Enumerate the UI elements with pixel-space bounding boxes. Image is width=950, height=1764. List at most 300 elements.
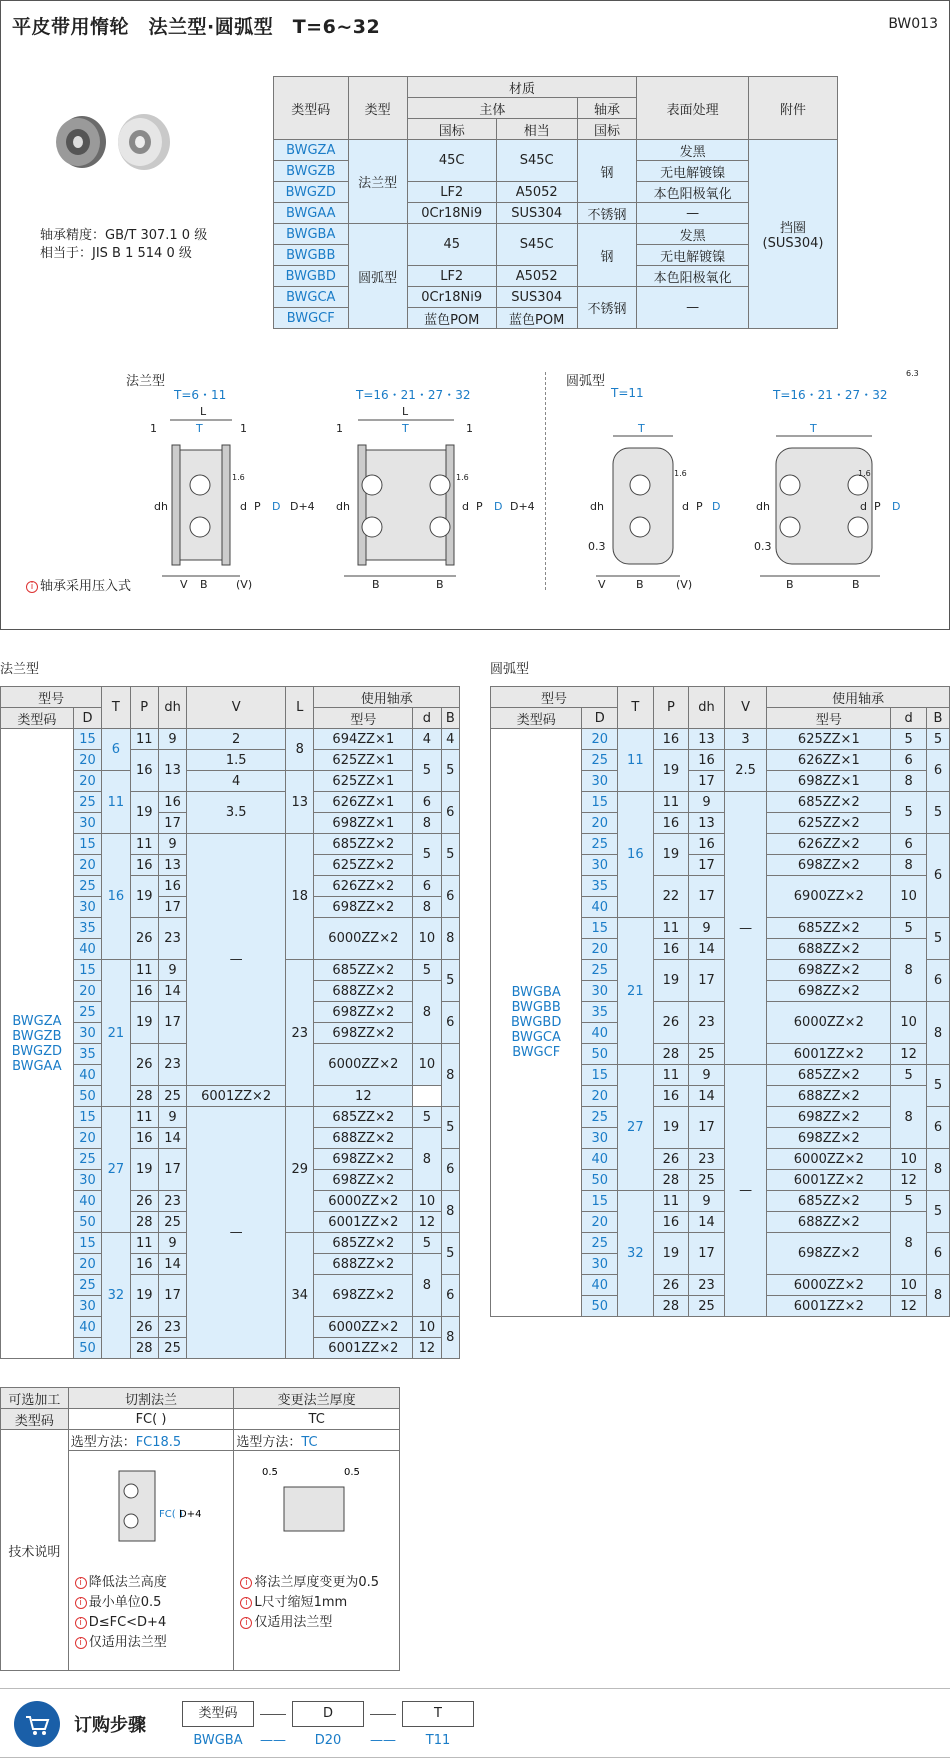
table-cell: — [637, 203, 749, 224]
table-cell: 50 [582, 1296, 618, 1317]
table-cell: 20 [582, 1212, 618, 1233]
table-cell: 8 [926, 1275, 949, 1317]
table-cell: 698ZZ×2 [314, 1275, 413, 1317]
table-cell: 685ZZ×2 [314, 1233, 413, 1254]
table-cell: BWGAA [274, 203, 349, 224]
order-title: 订购步骤 [74, 1715, 146, 1736]
table-cell: 国标 [407, 119, 496, 140]
table-cell: LF2 [407, 182, 496, 203]
table-cell: 40 [582, 1149, 618, 1170]
table-cell: 8 [891, 771, 927, 792]
table-cell: 50 [582, 1170, 618, 1191]
table-cell: 698ZZ×2 [767, 1233, 891, 1275]
arc-type-codes: BWGBA BWGBB BWGBD BWGCA BWGCF [491, 729, 582, 1317]
dim-D4: D [892, 500, 901, 513]
table-cell: 694ZZ×1 [314, 729, 413, 750]
table-cell: 4 [187, 771, 286, 792]
table-cell: 4 [413, 729, 441, 750]
table-cell: 11 [653, 918, 689, 939]
table-cell: 6000ZZ×2 [314, 918, 413, 960]
table-cell: — [187, 834, 286, 1086]
table-cell: 28 [130, 1338, 158, 1359]
table-cell: 20 [73, 771, 101, 792]
dim-P3: P [696, 500, 703, 513]
table-cell: V [724, 687, 766, 729]
table-cell: BWGZD [274, 182, 349, 203]
table-cell: 685ZZ×2 [314, 960, 413, 981]
table-cell: 6001ZZ×2 [314, 1212, 413, 1233]
table-cell: 9 [158, 1107, 186, 1128]
table-cell: 8 [891, 1212, 927, 1275]
table-cell: 17 [689, 771, 725, 792]
table-cell: 19 [130, 876, 158, 918]
dim-V1: V [180, 578, 188, 590]
table-cell: 6000ZZ×2 [767, 1275, 891, 1296]
table-cell: 11 [130, 1107, 158, 1128]
table-cell: 15 [582, 918, 618, 939]
table-cell: 使用轴承 [314, 687, 460, 708]
table-cell: 26 [653, 1275, 689, 1296]
table-cell: 10 [413, 918, 441, 960]
table-cell: 16 [653, 1212, 689, 1233]
table-cell: 14 [158, 981, 186, 1002]
table-cell: 型号 [767, 708, 891, 729]
table-cell: 23 [689, 1275, 725, 1296]
table-cell: 6 [926, 960, 949, 1002]
table-cell: 23 [689, 1002, 725, 1044]
table-cell: 2 [187, 729, 286, 750]
table-cell: P [130, 687, 158, 729]
svg-text:D+4: D+4 [178, 1509, 202, 1520]
bearing-note: i 轴承采用压入式 [26, 575, 131, 594]
table-cell: 13 [689, 729, 725, 750]
table-cell: 625ZZ×1 [314, 750, 413, 771]
table-cell: 25 [73, 876, 101, 897]
table-cell: 20 [73, 855, 101, 876]
dim-L2: L [402, 405, 409, 418]
table-cell: 15 [73, 960, 101, 981]
table-cell: 19 [130, 1275, 158, 1317]
table-cell: 16 [653, 729, 689, 750]
table-cell: 17 [689, 855, 725, 876]
table-cell: 27 [102, 1107, 130, 1233]
table-cell: 附件 [749, 77, 838, 140]
dim-D1: D [272, 500, 281, 513]
table-cell: 8 [441, 1044, 459, 1107]
table-cell: 发黑 [637, 140, 749, 161]
dim-one-right2: 1 [466, 422, 473, 435]
table-cell: 型号 [491, 687, 618, 708]
change-flange-sketch [240, 1457, 380, 1557]
dim-B4b: B [852, 578, 860, 590]
info-icon: i [26, 581, 38, 593]
table-cell: 圆弧型 [348, 224, 407, 329]
table-cell: 32 [102, 1233, 130, 1359]
table-cell: 8 [441, 918, 459, 960]
table-cell: 17 [689, 960, 725, 1002]
table-cell: 10 [891, 1002, 927, 1044]
table-cell: 688ZZ×2 [767, 939, 891, 960]
table-cell: T [618, 687, 654, 729]
table-cell: 18 [286, 834, 314, 960]
table-cell: 9 [158, 1233, 186, 1254]
table-cell: 不锈钢 [577, 287, 636, 329]
rough-3: 1.6 [674, 469, 687, 478]
table-cell: 30 [582, 981, 618, 1002]
table-cell: 类型 [348, 77, 407, 140]
dim-P1: P [254, 500, 261, 513]
table-cell: 15 [73, 834, 101, 855]
table-cell: 23 [158, 1191, 186, 1212]
table-cell: 5 [413, 960, 441, 981]
table-cell: 10 [413, 1044, 441, 1086]
table-cell: 16 [618, 792, 654, 918]
table-cell: 本色阳极氧化 [637, 182, 749, 203]
table-cell: 16 [689, 750, 725, 771]
table-cell: 45C [407, 140, 496, 182]
table-cell: 6000ZZ×2 [314, 1044, 413, 1086]
table-cell: 2.5 [724, 750, 766, 792]
table-cell: 20 [582, 729, 618, 750]
table-cell: 685ZZ×2 [314, 834, 413, 855]
table-cell: 10 [891, 876, 927, 918]
arc-spec-table [490, 686, 950, 1317]
table-cell: 13 [286, 771, 314, 834]
table-cell: LF2 [407, 266, 496, 287]
table-cell: 13 [158, 855, 186, 876]
table-cell: — [724, 792, 766, 1065]
table-cell: 6001ZZ×2 [314, 1338, 413, 1359]
table-cell: 20 [73, 1128, 101, 1149]
table-cell: 5 [441, 750, 459, 792]
dim-B1: B [200, 578, 208, 590]
table-cell: 698ZZ×2 [767, 1128, 891, 1149]
table-cell: 16 [158, 876, 186, 897]
table-cell: 材质 [407, 77, 636, 98]
table-cell: 19 [653, 960, 689, 1002]
table-cell: 12 [891, 1170, 927, 1191]
table-cell: 9 [158, 960, 186, 981]
table-cell: 15 [73, 729, 101, 750]
dim-d1: d [240, 500, 247, 513]
table-cell: 16 [130, 981, 158, 1002]
order-steps [0, 1688, 950, 1758]
table-cell: 5 [441, 1233, 459, 1275]
table-cell: 30 [582, 771, 618, 792]
table-cell: 8 [891, 855, 927, 876]
table-cell: d [413, 708, 441, 729]
table-cell: 11 [130, 729, 158, 750]
table-cell: 35 [582, 876, 618, 897]
table-cell: 50 [73, 1086, 101, 1107]
table-cell: 5 [413, 1233, 441, 1254]
table-cell: 22 [653, 876, 689, 918]
table-cell: BWGZB [274, 161, 349, 182]
table-cell: 40 [582, 1023, 618, 1044]
table-cell: 8 [891, 1086, 927, 1149]
table-cell: 6000ZZ×2 [767, 1149, 891, 1170]
table-cell: 6001ZZ×2 [767, 1296, 891, 1317]
table-cell: 6 [926, 1107, 949, 1149]
table-cell: 685ZZ×2 [767, 792, 891, 813]
table-cell: 25 [73, 1275, 101, 1296]
table-cell: 钢 [577, 224, 636, 287]
table-cell: 35 [73, 1044, 101, 1065]
table-cell: 40 [582, 897, 618, 918]
table-cell: 16 [653, 1086, 689, 1107]
order-D-value: D20 [314, 1733, 342, 1748]
table-cell: P [653, 687, 689, 729]
table-cell: 4 [441, 729, 459, 750]
table-cell: 8 [413, 1254, 441, 1317]
table-cell: 19 [130, 1149, 158, 1191]
table-cell: 15 [73, 1107, 101, 1128]
table-cell: 26 [653, 1149, 689, 1170]
page-title: 平皮带用惰轮 法兰型·圆弧型 T=6~32 [12, 16, 381, 38]
table-cell: 6001ZZ×2 [187, 1086, 286, 1107]
table-cell: 16 [130, 855, 158, 876]
dim-Vp3: (V) [676, 578, 693, 590]
table-cell: BWGZA [274, 140, 349, 161]
table-cell: 13 [158, 750, 186, 792]
table-cell: BWGBD [274, 266, 349, 287]
table-cell: 625ZZ×1 [314, 771, 413, 792]
table-cell: 16 [130, 750, 158, 792]
table-cell: 轴承 [577, 98, 636, 119]
table-cell: 16 [689, 834, 725, 855]
order-val-sep-2: —— [370, 1733, 396, 1748]
table-cell: 表面处理 [637, 77, 749, 140]
table-cell: 685ZZ×2 [314, 1107, 413, 1128]
table-cell: 626ZZ×1 [314, 792, 413, 813]
table-cell: 12 [413, 1338, 441, 1359]
table-cell: 25 [582, 750, 618, 771]
table-cell: 40 [73, 1065, 101, 1086]
table-cell: 23 [286, 960, 314, 1107]
dim-one-left: 1 [150, 422, 157, 435]
table-cell: 688ZZ×2 [314, 1128, 413, 1149]
table-cell: 25 [582, 1107, 618, 1128]
table-cell: 6001ZZ×2 [767, 1044, 891, 1065]
table-cell: 发黑 [637, 224, 749, 245]
arc-section-label: 圆弧型 [490, 662, 530, 677]
table-cell: 变更法兰厚度 [234, 1388, 400, 1409]
table-cell: 9 [689, 918, 725, 939]
table-cell: 50 [73, 1212, 101, 1233]
product-photo [40, 108, 180, 178]
dim-r4: 0.3 [754, 540, 772, 553]
flange-section-label: 法兰型 [0, 662, 40, 677]
table-cell: 5 [413, 750, 441, 792]
table-cell: 8 [891, 939, 927, 1002]
table-cell: 23 [158, 1317, 186, 1338]
table-cell: 16 [130, 1254, 158, 1275]
table-cell: 技术说明 [1, 1430, 69, 1671]
catalog-code: BW013 [888, 16, 938, 32]
table-cell: 8 [926, 1149, 949, 1191]
rough-1: 1.6 [232, 473, 245, 482]
table-cell: 19 [130, 792, 158, 834]
table-cell: 12 [413, 1212, 441, 1233]
table-cell: 12 [891, 1296, 927, 1317]
options-table [0, 1387, 400, 1671]
table-cell: 5 [441, 1107, 459, 1149]
dim-D42: D+4 [510, 500, 535, 513]
dim-B2b: B [436, 578, 444, 590]
dim-P4: P [874, 500, 881, 513]
rough-4: 1.6 [858, 469, 871, 478]
table-cell: 698ZZ×2 [314, 897, 413, 918]
table-cell: 6 [413, 792, 441, 813]
table-cell: 23 [158, 918, 186, 960]
table-cell: BWGBB [274, 245, 349, 266]
dim-dh3: dh [590, 500, 604, 513]
order-T-header: T [402, 1701, 474, 1727]
table-cell: 使用轴承 [767, 687, 950, 708]
table-cell: 17 [158, 1149, 186, 1191]
table-cell: 钢 [577, 140, 636, 203]
table-cell: 8 [286, 729, 314, 771]
table-cell: 16 [653, 939, 689, 960]
table-cell: 28 [130, 1212, 158, 1233]
table-cell: 11 [653, 1191, 689, 1212]
table-cell: 本色阳极氧化 [637, 266, 749, 287]
table-cell: 14 [689, 1086, 725, 1107]
table-cell: 30 [73, 1170, 101, 1191]
table-cell: 685ZZ×2 [767, 1191, 891, 1212]
arc-large-label: T=16・21・27・32 [773, 388, 888, 402]
table-cell: 5 [441, 960, 459, 1002]
table-cell: 19 [653, 1107, 689, 1149]
accessory-cell: 挡圈 (SUS304) [749, 140, 838, 329]
table-cell: 9 [158, 729, 186, 750]
table-cell: 25 [689, 1170, 725, 1191]
table-cell: V [187, 687, 286, 729]
order-type-header: 类型码 [182, 1701, 254, 1727]
table-cell: 698ZZ×2 [767, 981, 891, 1002]
table-cell: 5 [441, 834, 459, 876]
table-cell: 5 [926, 792, 949, 834]
dim-dh1: dh [154, 500, 168, 513]
table-cell: 30 [73, 897, 101, 918]
table-cell: 5 [926, 1191, 949, 1233]
table-cell: 50 [73, 1338, 101, 1359]
table-cell: 可选加工 [1, 1388, 69, 1409]
table-cell: 类型码 [1, 708, 74, 729]
table-cell: 5 [891, 792, 927, 834]
table-cell: 切割法兰 [68, 1388, 234, 1409]
table-cell: 类型码 [491, 708, 582, 729]
table-cell: 23 [158, 1044, 186, 1086]
dim-T4: T [810, 422, 817, 435]
arc-small-label: T=11 [611, 386, 644, 400]
table-cell: 688ZZ×2 [314, 1254, 413, 1275]
table-cell: 5 [891, 1191, 927, 1212]
table-cell: TC [234, 1409, 400, 1430]
table-cell: 9 [689, 1191, 725, 1212]
table-cell: — [724, 1065, 766, 1317]
table-cell: 6 [441, 1275, 459, 1317]
table-cell: 688ZZ×2 [314, 981, 413, 1002]
table-cell: 17 [158, 897, 186, 918]
dim-B3: B [636, 578, 644, 590]
table-cell: 17 [689, 1107, 725, 1149]
table-cell: 12 [891, 1044, 927, 1065]
table-cell: 625ZZ×1 [767, 729, 891, 750]
table-cell: 法兰型 [348, 140, 407, 224]
table-cell: 685ZZ×2 [767, 918, 891, 939]
table-cell: 25 [689, 1296, 725, 1317]
table-cell: 688ZZ×2 [767, 1086, 891, 1107]
table-cell: 698ZZ×2 [314, 1023, 413, 1044]
svg-text:FC( ): FC( ) [158, 1509, 183, 1520]
table-cell: 15 [582, 1191, 618, 1212]
table-cell: 17 [158, 1002, 186, 1044]
table-cell: 6000ZZ×2 [314, 1317, 413, 1338]
table-cell: 无电解镀镍 [637, 161, 749, 182]
table-cell: D [582, 708, 618, 729]
table-cell: 6 [413, 876, 441, 897]
table-cell: FC( ) D+4 i 降低法兰高度 i 最小单位0.5 i D≤FC<D+4 i 仅适用法兰型 [68, 1451, 234, 1671]
table-cell: 25 [73, 1002, 101, 1023]
table-cell: 26 [130, 1191, 158, 1212]
table-cell: 25 [689, 1044, 725, 1065]
svg-text:0.5: 0.5 [344, 1467, 361, 1478]
table-cell: 6000ZZ×2 [767, 1002, 891, 1044]
table-cell: 45 [407, 224, 496, 266]
table-cell: 40 [582, 1275, 618, 1296]
table-cell: 0Cr18Ni9 [407, 287, 496, 308]
table-cell: 8 [413, 981, 441, 1044]
table-cell: 20 [73, 750, 101, 771]
dim-D41: D+4 [290, 500, 315, 513]
table-cell: 11 [653, 1065, 689, 1086]
table-cell: 5 [413, 834, 441, 876]
material-table [273, 76, 838, 329]
table-cell: 类型码 [274, 77, 349, 140]
table-cell: 28 [130, 1086, 158, 1107]
table-cell: 6 [926, 750, 949, 792]
table-cell: 16 [102, 834, 130, 960]
order-T-value: T11 [425, 1733, 451, 1748]
table-cell: 选型方法：TC [234, 1430, 400, 1451]
table-cell: 11 [130, 960, 158, 981]
table-cell: 625ZZ×2 [767, 813, 891, 834]
table-cell: 30 [582, 855, 618, 876]
table-cell: 5 [926, 1065, 949, 1107]
table-cell: 626ZZ×1 [767, 750, 891, 771]
table-cell: 6 [926, 1233, 949, 1275]
table-cell: 5 [891, 918, 927, 939]
table-cell: — [637, 287, 749, 329]
dim-D3: D [712, 500, 721, 513]
flange-type-codes: BWGZA BWGZB BWGZD BWGAA [1, 729, 74, 1359]
table-cell: 8 [926, 1002, 949, 1065]
table-cell: 13 [689, 813, 725, 834]
table-cell: 19 [130, 1002, 158, 1044]
table-cell: 15 [582, 1065, 618, 1086]
table-cell: 14 [158, 1128, 186, 1149]
table-cell: 15 [582, 792, 618, 813]
table-cell: d [891, 708, 927, 729]
table-cell: 8 [441, 1317, 459, 1359]
table-cell: 5 [891, 1065, 927, 1086]
table-cell: 6 [441, 876, 459, 918]
table-cell: 698ZZ×2 [767, 1107, 891, 1128]
table-cell: 626ZZ×2 [314, 876, 413, 897]
table-cell: 1.5 [187, 750, 286, 771]
table-cell: 28 [653, 1296, 689, 1317]
